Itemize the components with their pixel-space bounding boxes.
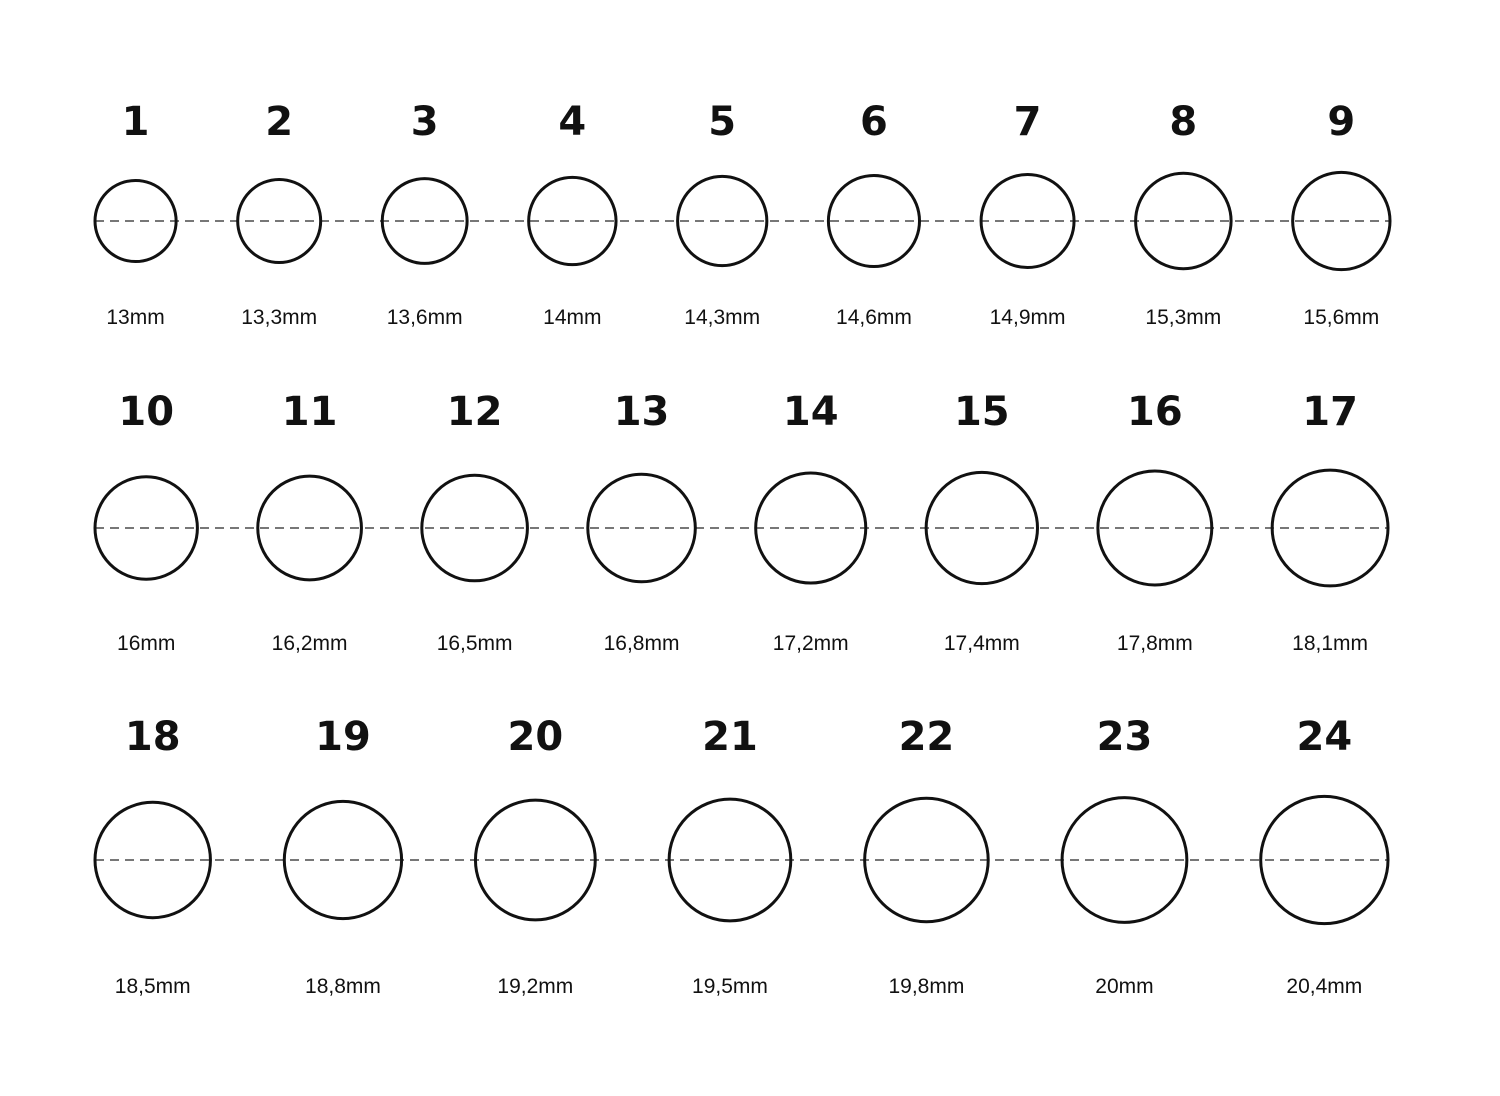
diameter-label: 13mm xyxy=(106,306,165,329)
ring-size-item xyxy=(756,389,866,655)
size-number: 1 xyxy=(121,99,150,145)
ring-size-item xyxy=(95,714,210,998)
diameter-label: 20mm xyxy=(1095,975,1154,998)
diameter-label: 20,4mm xyxy=(1286,975,1363,998)
ring-circle xyxy=(529,177,616,264)
ring-size-item xyxy=(1062,714,1187,998)
size-number: 6 xyxy=(860,99,888,145)
ring-circle xyxy=(678,176,767,265)
diameter-label: 18,1mm xyxy=(1292,632,1369,655)
size-number: 7 xyxy=(1013,99,1042,145)
size-row-2 xyxy=(95,389,1388,655)
ring-size-item xyxy=(258,389,362,655)
diameter-label: 17,8mm xyxy=(1116,632,1193,655)
size-number: 21 xyxy=(702,714,758,760)
ring-size-item xyxy=(1272,389,1388,655)
diameter-label: 16,5mm xyxy=(436,632,513,655)
size-number: 4 xyxy=(558,99,587,145)
diameter-label: 19,2mm xyxy=(497,975,574,998)
ring-size-item xyxy=(238,99,321,329)
size-number: 3 xyxy=(410,99,439,145)
size-number: 11 xyxy=(281,389,338,435)
diameter-label: 14,3mm xyxy=(684,306,761,329)
size-number: 2 xyxy=(265,99,294,145)
ring-size-item xyxy=(1293,99,1390,329)
ring-size-item xyxy=(284,714,401,998)
size-number: 15 xyxy=(953,389,1010,435)
ring-size-item xyxy=(588,389,696,655)
size-number: 5 xyxy=(708,99,737,145)
ring-circle xyxy=(1261,796,1388,923)
diameter-label: 18,8mm xyxy=(305,975,381,998)
ring-size-item xyxy=(95,99,176,329)
ring-size-item xyxy=(678,99,767,329)
size-number: 9 xyxy=(1327,99,1356,145)
diameter-label: 16,2mm xyxy=(271,632,348,655)
size-row-3 xyxy=(95,714,1388,998)
ring-size-item xyxy=(981,99,1074,329)
diameter-label: 16,8mm xyxy=(603,632,680,655)
size-number: 24 xyxy=(1296,714,1353,760)
ring-size-item xyxy=(1261,714,1388,998)
size-number: 14 xyxy=(782,389,839,435)
ring-size-item xyxy=(1136,99,1231,329)
diameter-label: 15,6mm xyxy=(1303,306,1380,329)
diameter-label: 19,8mm xyxy=(888,975,965,998)
ring-size-item xyxy=(475,714,595,998)
size-number: 8 xyxy=(1169,99,1198,145)
size-number: 16 xyxy=(1126,389,1183,435)
diameter-label: 13,6mm xyxy=(386,306,463,329)
size-number: 20 xyxy=(507,714,564,760)
ring-size-item xyxy=(926,389,1037,655)
size-number: 23 xyxy=(1096,714,1153,760)
diameter-label: 14mm xyxy=(543,306,602,329)
diameter-label: 15,3mm xyxy=(1145,306,1222,329)
ring-size-item xyxy=(865,714,989,998)
ring-size-item xyxy=(669,714,791,998)
diameter-label: 14,9mm xyxy=(989,306,1066,329)
ring-size-item xyxy=(1098,389,1212,655)
size-number: 12 xyxy=(446,389,503,435)
diameter-label: 13,3mm xyxy=(241,306,318,329)
ring-size-item xyxy=(95,389,197,655)
size-number: 18 xyxy=(124,714,181,760)
ring-circle xyxy=(382,179,467,264)
diameter-label: 19,5mm xyxy=(692,975,768,998)
ring-size-item xyxy=(422,389,528,655)
size-row-1 xyxy=(95,99,1390,329)
size-number: 22 xyxy=(898,714,955,760)
ring-size-item xyxy=(529,99,616,329)
diameter-label: 18,5mm xyxy=(114,975,191,998)
diameter-label: 17,4mm xyxy=(943,632,1020,655)
diameter-label: 17,2mm xyxy=(772,632,849,655)
ring-size-item xyxy=(828,99,919,329)
size-number: 17 xyxy=(1302,389,1358,435)
size-number: 13 xyxy=(613,389,670,435)
size-number: 10 xyxy=(118,389,175,435)
ring-size-item xyxy=(382,99,467,329)
diameter-label: 16mm xyxy=(117,632,176,655)
size-number: 19 xyxy=(315,714,371,760)
diameter-label: 14,6mm xyxy=(836,306,912,329)
